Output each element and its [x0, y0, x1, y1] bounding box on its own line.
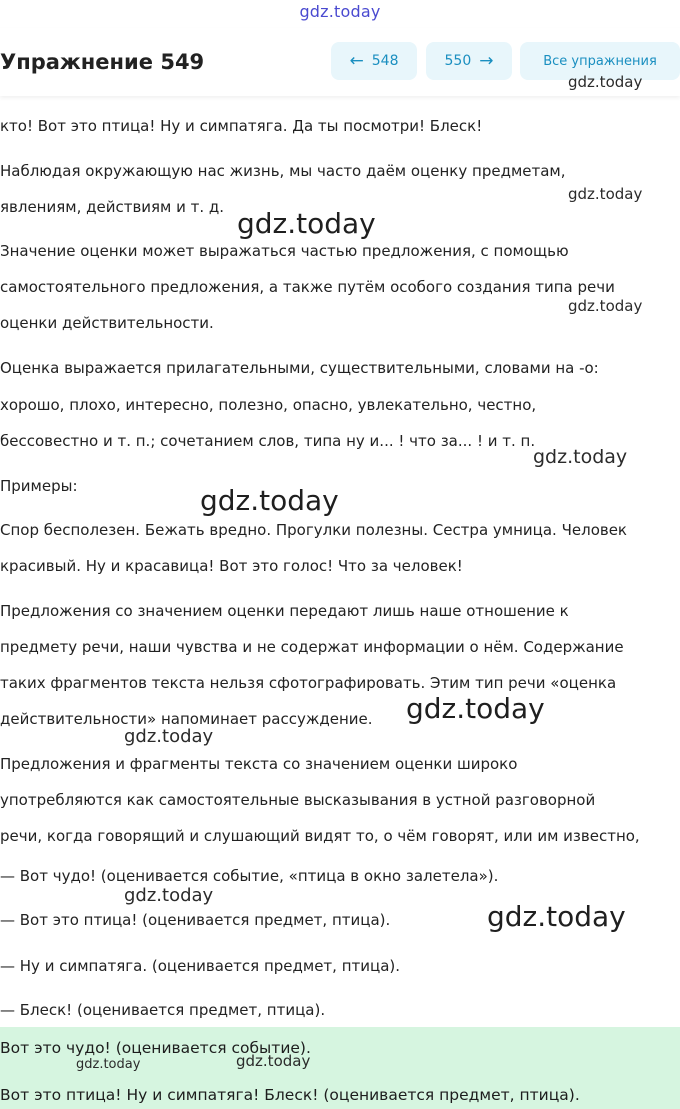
- watermark: gdz.today: [487, 900, 626, 933]
- site-brand[interactable]: gdz.today: [299, 2, 381, 21]
- text-line: красивый. Ну и красавица! Вот это голос! Что за человек!: [0, 557, 463, 575]
- watermark: gdz.today: [76, 1057, 141, 1072]
- watermark: gdz.today: [124, 726, 214, 747]
- text-line: таких фрагментов текста нельзя сфотографировать. Этим тип речи «оценка: [0, 674, 617, 692]
- answer-line: Вот это чудо! (оценивается событие).: [0, 1039, 311, 1057]
- text-line: Примеры:: [0, 477, 78, 495]
- all-exercises-label: Все упражнения: [543, 53, 657, 69]
- watermark: gdz.today: [124, 885, 214, 906]
- next-exercise-label: 550: [444, 53, 472, 69]
- text-line: Значение оценки может выражаться частью предложения, с помощью: [0, 242, 569, 260]
- text-line: — Блеск! (оценивается предмет, птица).: [0, 1001, 326, 1019]
- watermark: gdz.today: [568, 297, 643, 315]
- watermark: gdz.today: [406, 692, 545, 725]
- text-line: — Ну и симпатяга. (оценивается предмет, птица).: [0, 957, 401, 975]
- watermark: gdz.today: [237, 207, 376, 240]
- text-line: Наблюдая окружающую нас жизнь, мы часто даём оценку предметам,: [0, 162, 566, 180]
- prev-exercise-label: 548: [371, 53, 399, 69]
- watermark: gdz.today: [200, 484, 339, 517]
- watermark: gdz.today: [236, 1052, 311, 1070]
- next-exercise-button[interactable]: [426, 42, 512, 80]
- text-line: Оценка выражается прилагательными, существительными, словами на -о:: [0, 359, 599, 377]
- answer-line: Вот это птица! Ну и симпатяга! Блеск! (оценивается предмет, птица).: [0, 1086, 580, 1104]
- watermark: gdz.today: [533, 446, 628, 468]
- watermark: gdz.today: [568, 73, 643, 91]
- text-line: речи, когда говорящий и слушающий видят то, о чём говорят, или им известно,: [0, 827, 640, 845]
- text-line: — Вот это птица! (оценивается предмет, птица).: [0, 911, 391, 929]
- text-line: Предложения со значением оценки передают лишь наше отношение к: [0, 602, 569, 620]
- page-title: Упражнение 549: [0, 50, 205, 74]
- watermark: gdz.today: [568, 185, 643, 203]
- arrow-right-icon: →: [479, 50, 494, 71]
- text-line: употребляются как самостоятельные высказывания в устной разговорной: [0, 791, 596, 809]
- text-line: Предложения и фрагменты текста со значением оценки широко: [0, 755, 518, 773]
- text-line: действительности» напоминает рассуждение.: [0, 710, 373, 728]
- text-line: самостоятельного предложения, а также путём особого создания типа речи: [0, 278, 615, 296]
- text-line: предмету речи, наши чувства и не содержат информации о нём. Содержание: [0, 638, 624, 656]
- text-line: Спор бесполезен. Бежать вредно. Прогулки полезны. Сестра умница. Человек: [0, 521, 627, 539]
- text-line: хорошо, плохо, интересно, полезно, опасно, увлекательно, честно,: [0, 396, 537, 414]
- text-line: оценки действительности.: [0, 314, 214, 332]
- arrow-left-icon: ←: [349, 50, 364, 71]
- text-line: кто! Вот это птица! Ну и симпатяга. Да ты посмотри! Блеск!: [0, 117, 483, 135]
- prev-exercise-button[interactable]: [331, 42, 417, 80]
- text-line: бессовестно и т. п.; сочетанием слов, типа ну и... ! что за... ! и т. п.: [0, 432, 536, 450]
- text-line: — Вот чудо! (оценивается событие, «птица в окно залетела»).: [0, 867, 499, 885]
- text-line: явлениям, действиям и т. д.: [0, 198, 225, 216]
